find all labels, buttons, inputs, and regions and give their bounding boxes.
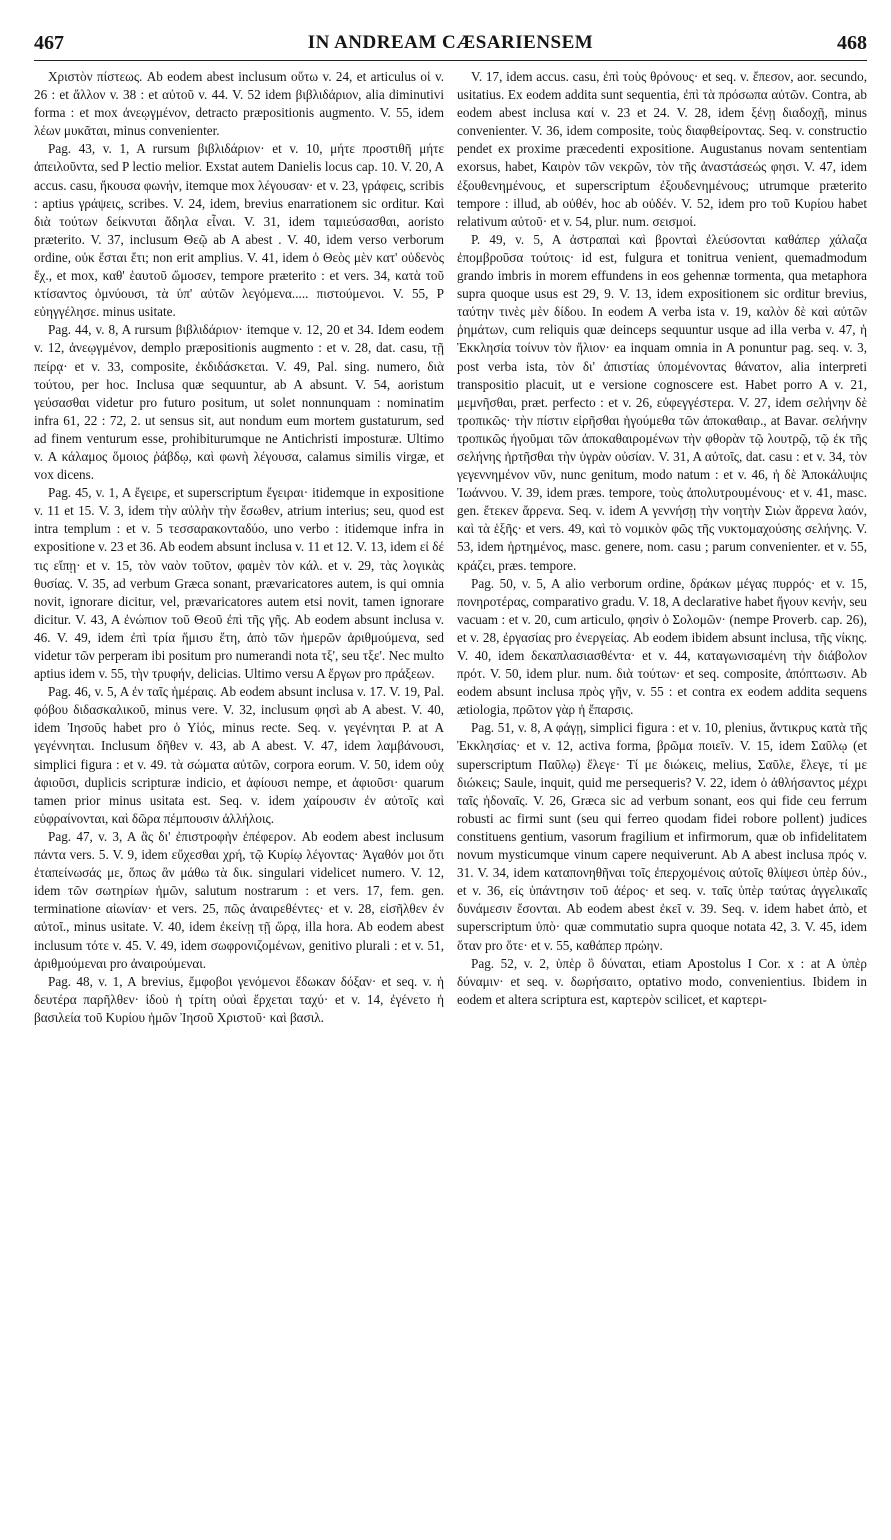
- paragraph: Χριστὸν πίστεως. Ab eodem abest inclusum οὕτω v. 24, et articulus οἱ v. 26 : et ἄλλον v. 38 : et αὐτοῦ v. 44. V. 52 idem βιβλιδάριον, alia diminutivi forma : et mox ἀνεῳγμένον, detracto præpositionis augmento. V. 55, idem λέων μυκᾶται, minus convenienter.: [34, 69, 444, 139]
- paragraph: Pag. 43, v. 1, A rursum βιβλιδάριον· et v. 10, μήτε προστιθῆ μήτε ἀπειλοῦντα, sed P lectio melior. Exstat autem Danielis locus cap. 10. V. 20, A accus. casu, ἤκουσα φωνήν, itemque mox λέγουσαν· et v. 23, γράφεις, scribis : aptius γράψεις, scribes. V. 24, idem, brevius enarrationem sic orditur. Καὶ διὰ τούτων δείκνυται ἄδηλα εἶναι. V. 31, idem ταμιεύσασθαι, aoristo præterito. V. 37, inclusum Θεῷ ab A abest . V. 40, idem verso verborum ordine, οὐκ ἔσται ἔτι; non erit amplius. V. 41, idem ὁ Θεὸς μὲν κατ' οὐδενὸς ἔχ., et mox, καθ' ἑαυτοῦ ὤμοσεν, tempore præterito : et vers. 34, κατὰ τοῦ κτίσαντος ὀμνύουσι, τὰ ὑπ' αὐτῶν λεγόμενα..... πιστούμενοι. V. 55, P εὐηγγέλησε. minus usitate.: [34, 141, 444, 320]
- page-number-right: 468: [837, 32, 867, 54]
- paragraph: Pag. 45, v. 1, A ἔγειρε, et superscriptum ἔγειραι· itidemque in expositione v. 11 et 15. V. 3, idem τὴν αὐλὴν τὴν ἔσωθεν, atrium interius; seu, quod est intra templum : et v. 5 τεσσαρακονταδύο, uno verbo : itidemque infra in expositione v. 23 et 36. Ab eodem absunt inclusa v. 11 et 12. V. 13, idem εἰ δέ τις εἴπῃ· et v. 15, τὸν ναὸν τοῦτον, φαμὲν τὸν κάλ. et v. 29, τὰς λογικὰς θυσίας. V. 35, ad verbum Græca sonant, prævaricatores autem, is qui omnia novit, ignorare dicitur, vel, prævaricatores autem etsi novit, tamen ignorare dicitur. V. 43, A ἐνώπιον τοῦ Θεοῦ ἐπὶ τῆς γῆς. Ab eodem absunt inclusa v. 46. V. 49, idem ἐπὶ τρία ἥμισυ ἔτη, ἀπὸ τῶν ἡμερῶν ἀριθμούμενα, sed videtur τῶν perperam ibi positum pro numerandi nota τξ', seu τξε'. Nec multo aptius idem v. 55, τὴν τρυφήν, delicias. Ultimo versu A ἔργων pro πράξεων.: [34, 485, 444, 682]
- paragraph: Pag. 52, v. 2, ὑπὲρ ὃ δύναται, etiam Apostolus I Cor. x : at A ὑπὲρ δύναμιν· et seq. v. δωρήσαιτο, optativo modo, convenientius. Ibidem in eodem et altera scriptura est, καρτερὸν scilicet, et καρτερι-: [457, 955, 867, 1007]
- paragraph: Pag. 48, v. 1, A brevius, ἔμφοβοι γενόμενοι ἔδωκαν δόξαν· et seq. v. ἡ δευτέρα παρῆλθεν· ἰδοὺ ἡ τρίτη οὐαὶ ἔρχεται ταχύ· et v. 14, ἐγένετο ἡ βασιλεία τοῦ Κυρίου ἡμῶν Ἰησοῦ Χριστοῦ· καὶ βασιλ.: [34, 973, 444, 1025]
- paragraph: V. 17, idem accus. casu, ἐπὶ τοὺς θρόνους· et seq. v. ἔπεσον, aor. secundo, usitatius. Ex eodem addita sunt sequentia, ἐπὶ τὰ πρόσωπα αὐτῶν. Contra, ab eodem abest inclusa καί v. 23 et 24. V. 28, idem ξένῃ διαδοχῇ, minus convenienter. V. 36, idem composite, τοὺς διαφθείροντας. Seq. v. constructio pendet ex proxime præcedenti expositione. Augustanus novam sententiam exorsus, habet, Καιρὸν τῶν νεκρῶν, τὸν τῆς ἀναστάσεώς φησι. V. 47, idem ἐξουθενημένους, et superscriptum ἐξουδενημένους; utrumque præterito tempore : illud, ab οὐθέν, hoc ab οὐδέν. V. 52, idem pro τοῦ Κυρίου habet relativum αὐτοῦ· et v. 54, plur. num. σεισμοί.: [457, 69, 867, 229]
- page-header: [34, 30, 867, 60]
- header-rule: [34, 60, 867, 61]
- paragraph: P. 49, v. 5, A ἀστραπαὶ καὶ βρονταὶ ἐλεύσονται καθάπερ χάλαζα ἐπομβροῦσα τούτοις· id est, fulgura et tonitrua venient, quemadmodum grando imbris in morem effundens in eos gehennæ tormenta, qua metaphora supra quoque usus est 29, 9. V. 13, idem expositionem sic orditur brevius, ταύτην τινὲς μὲν δίδου. In eodem A verba ista v. 19, καλὸν δὲ καὶ αὐτῶν ῥημάτων, cum reliquis quæ deinceps sequuntur usque ad illa verba v. 47, ἡ Ἐκκλησία τοίνυν τὸν ἥλιον· ea inquam omnia in A ponuntur pag. seq. v. 3, post verba ista, τὸν δι' ἀπιστίας ὑπομένοντας θάνατον, alia interpreti transpositio placuit, ut e versione cognoscere est. Habet porro A v. 21, μεμνῆσθαι, præt. perfecto : et v. 26, εὐφεγγέστερα. V. 27, idem σελήνην δὲ τροπικῶς· τὴν πίστιν εἰρῆσθαι ἡγούμεθα τῶν ἀποκαθαιρ., at Bavar. σελήνην τροπικῶς ἡγοῦμαι τῶν ἀποκαθαιρομένων τὴν φθορὰν τῷ λουτρῷ, τῷ ἐκ τῆς σελήνης ἠρτῆσθαι τὴν ὑγρὰν οὐσίαν. V. 31, A αὐτοῖς, dat. casu : et v. 34, τὸν γεγεννημένον νῦν, nunc genitum, modo natum : et v. 46, ἡ δὲ Ἀποκάλυψις Ἰωάννου. V. 39, idem præs. tempore, τοὺς ἀπολυτρουμένους· et v. 41, masc. gen. ἔτεκεν ἄρρενα. Seq. v. idem A γεννήσῃ τὴν νοητὴν Σιὼν ἄρρενα λαόν, καὶ τὰ ἑξῆς· et vers. 49, καὶ τὸ νομικὸν φῶς τῆς νυκτομαχούσης σελήνης. V. 53, idem ἡρτημένος, masc. genere, nom. casu ; parum convenienter. et v. 55, κράζει, præs. tempore.: [457, 231, 867, 573]
- left-column: [34, 68, 444, 1528]
- paragraph: Pag. 46, v. 5, A ἐν ταῖς ἡμέραις. Ab eodem absunt inclusa v. 17. V. 19, Pal. φόβου διδασκαλικοῦ, minus vere. V. 32, inclusum φησὶ ab A abest. V. 40, idem Ἰησοῦς habet pro ὁ Υἱός, minus recte. Seq. v. γεγένηται P. at A γεγέννηται. Inclusum δῆθεν v. 43, ab A abest. V. 47, idem λαμβάνουσι, simplici figura : et v. 49. τὰ σώματα αὐτῶν, corpora eorum. V. 50, idem οὐχ ἀφιοῦσι, duplicis scripturæ indicio, et ἀφίουσι nempe, et ἀφιοῦσι· quarum tamen prior minus usitata est. Seq. v. idem χαίρουσιν ἐν αὐτοῖς καὶ εὐφραίνονται, καὶ δῶρα πέμπουσιν ἀλλήλοις.: [34, 684, 444, 826]
- paragraph: Pag. 50, v. 5, A alio verborum ordine, δράκων μέγας πυρρός· et v. 15, πονηροτέρας, comparativo gradu. V. 18, A declarative habet ἤγουν κενήν, seu vacuam : et v. 20, cum articulo, φησὶν ὁ Σολομῶν· (nempe Proverb. cap. 26), et v. 28, ἐργασίας pro ἐνεργείας. Ab eodem ibidem absunt inclusa, τῆς νίκης. V. 40, idem δεκαπλασιασθέντα· et v. 44, καταγωνισαμένη τὴν διάβολον πρότ. V. 50, idem plur. num. διὰ τούτων· et seq. composite, ἀπόπτωσιν. Ab eodem absunt inclusa πρὸς γῆν, v. 55 : et contra ex eodem addita sequens ætiologia, πρῶτον γὰρ ἠ ἔπαρσις.: [457, 575, 867, 718]
- right-column: [457, 68, 867, 1528]
- paragraph: Pag. 47, v. 3, A ἃς δι' ἐπιστροφὴν ἐπέφερον. Ab eodem abest inclusum πάντα vers. 5. V. 9, idem εὔχεσθαι χρή, τῷ Κυρίῳ λέγοντας· Ἀγαθόν μοι ὅτι ἐταπείνωσάς με, ὅπως ἂν μάθω τὰ δικ. singulari videlicet numero. V. 12, idem τῶν σωτηρίων ἡμῶν, salutum nostrarum : et vers. 17, fem. gen. terminatione αἰωνίαν· et vers. 25, πῶς ἀναιρεθέντες· et v. 28, εἰσῆλθεν ἐν αὐτοῖ., minus usitate. V. 40, idem ἐκείνῃ τῇ ὥρᾳ, illa hora. Ab eodem abest inclusum τότε v. 45. V. 49, idem σωφρονιζομένων, genitivo plurali : et v. 51, ἀριθμούμεναι pro ἀναιρούμεναι.: [34, 828, 444, 971]
- running-title: IN ANDREAM CÆSARIENSEM: [307, 32, 594, 53]
- page-number-left: 467: [34, 32, 64, 54]
- paragraph: Pag. 44, v. 8, A rursum βιβλιδάριον· itemque v. 12, 20 et 34. Idem eodem v. 12, ἀνεῳγμένον, demplo præpositionis augmento : et v. 28, dat. casu, τῇ πείρᾳ· et v. 33, composite, ἐκδιδάσκεται. V. 49, Pal. sing. numero, διὰ τούτου, per hoc. Inclusa quæ sequuntur, ab A absunt. V. 54, aoristum γεύσασθαι videtur pro futuro positum, ut solet nonnunquam : nominatim infra 61, 22 : 72, 2. ut sensus sit, aut nondum eum mortem gustaturum, sed ad finem venturum esse, prohibiturumque ne Antichristi imposturæ. Ultimo v. A κάλαμος ὅμοιος ῥάβδῳ, καὶ φωνὴ λέγουσα, calamus similis virgæ, et vox dicens.: [34, 322, 444, 483]
- paragraph: Pag. 51, v. 8, A φάγῃ, simplici figura : et v. 10, plenius, ἄντικρυς κατὰ τῆς Ἐκκλησίας· et v. 12, activa forma, βρῶμα ποιεῖν. V. 15, idem Σαῦλῳ (et superscriptum Παῦλῳ) ἔλεγε· Tί με διώκεις, melius, Σαῦλε, ἔλεγε, τί με διώκεις; Saule, inquit, quid me persequeris? V. 22, idem ὁ ἀθλήσαντος μέχρι ταῖς ἡδοναῖς. V. 26, Græca sic ad verbum sonant, eos qui fide ceu ferrum robusti ac firmi sunt (seu qui ferreo quodam fidei robore pollent) judices constituens gentium, vasorum fragilium et infirmorum, quæ ob infidelitatem novum mysticumque vinum capere nequiverunt. Ab A abest inclusa πρός v. 31. V. 34, idem καταπονηθῆναι τοῖς ἐπερχομένοις αὐτοῖς θλίψεσι ὑπὲρ δύν., et v. 36, εἰς ὑπάντησιν τοῦ ἀέρος· et seq. v. ταῖς ὑπὲρ ταύτας ἀγγελικαῖς δυνάμεσιν ἔσονται. Ab eodem abest ἐκεῖ v. 39. Seq. v. idem habet ἀπὸ, et superscriptum ὑπὸ· quæ commutatio supra quoque notata 42, 3. V. 45, idem ὅταν pro ὅτε· et v. 55, καθάπερ πρώην.: [457, 720, 867, 953]
